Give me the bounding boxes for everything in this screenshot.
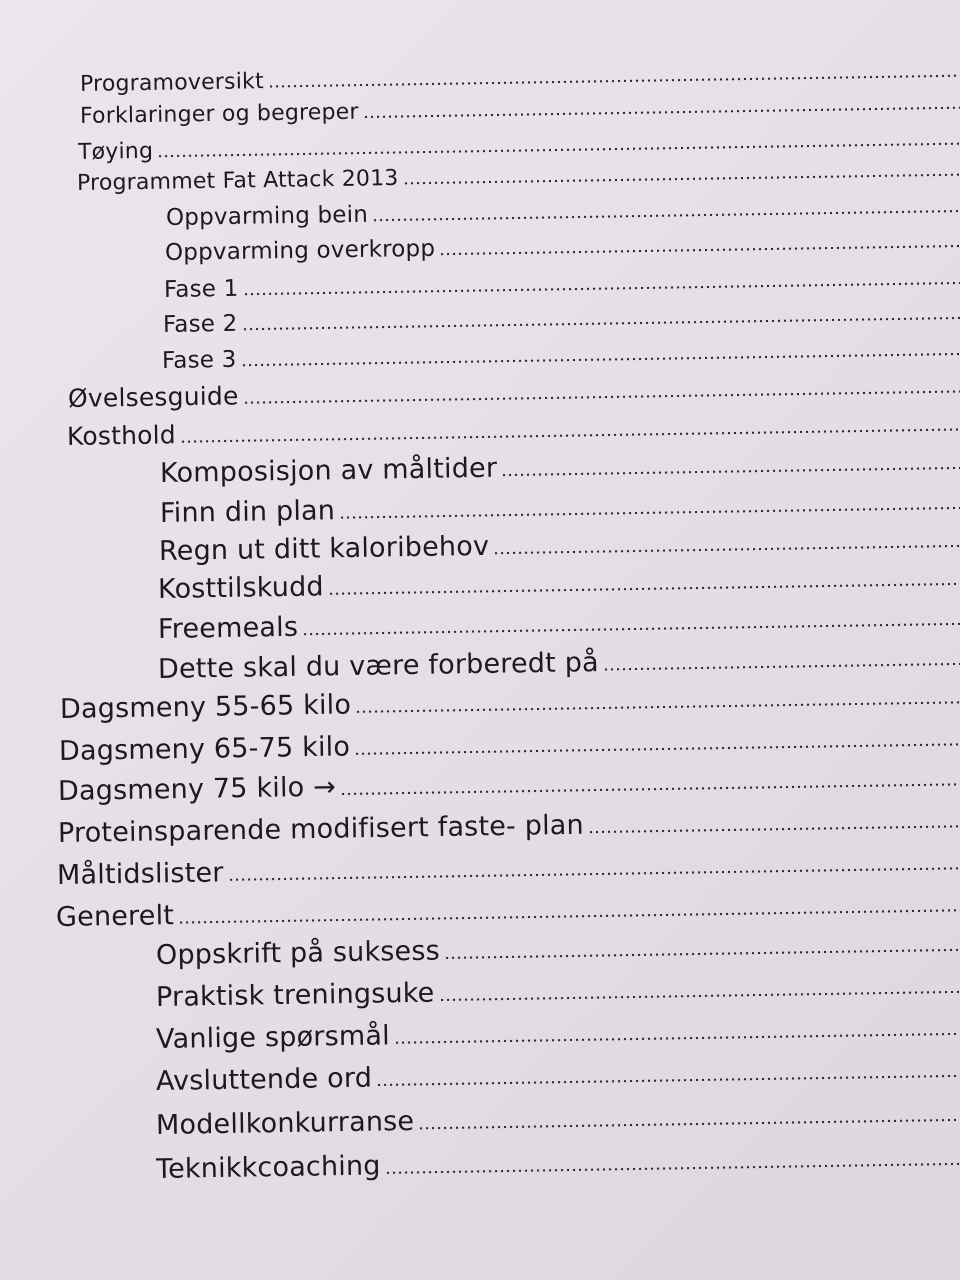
- dot-leader: [439, 245, 960, 256]
- toc-entry-label: Dagsmeny 55-65 kilo: [59, 689, 352, 725]
- toc-entry: [80, 90, 960, 129]
- toc-entry: [158, 641, 960, 685]
- toc-entry-label: Modellkonkurranse: [155, 1105, 415, 1141]
- toc-entry-label: Dagsmeny 65-75 kilo: [58, 731, 351, 767]
- toc-entry-label: Generelt: [55, 900, 175, 933]
- toc-entry: [156, 1053, 960, 1097]
- dot-leader: [243, 281, 960, 295]
- toc-entry-label: Regn ut ditt kaloribehov: [158, 530, 490, 567]
- dot-leader: [372, 210, 960, 222]
- toc-entry: [156, 1097, 960, 1141]
- toc-entry: [158, 601, 960, 645]
- toc-entry: [80, 58, 960, 97]
- toc-entry-label: Øvelsesguide: [67, 381, 239, 413]
- toc-entry-label: Oppskrift på suksess: [155, 935, 441, 971]
- toc-entry: [166, 193, 960, 231]
- toc-entry-label: Oppvarming overkropp: [164, 235, 436, 266]
- toc-entry: [156, 969, 960, 1013]
- toc-entry: [163, 299, 960, 338]
- dot-leader: [501, 466, 960, 476]
- toc-entry-label: Forklaringer og begreper: [79, 99, 359, 129]
- toc-entry: [160, 485, 960, 529]
- dot-leader: [178, 909, 960, 924]
- toc-entry: [156, 1011, 960, 1055]
- toc-entry: [160, 445, 960, 489]
- toc-entry-label: Tøying: [77, 138, 154, 165]
- toc-entry-label: Avsluttende ord: [155, 1062, 373, 1097]
- toc-entry-label: Kosthold: [66, 420, 177, 451]
- dot-leader: [241, 352, 960, 366]
- dot-leader: [376, 1074, 960, 1086]
- dot-leader: [302, 622, 960, 635]
- toc-entry: [164, 264, 960, 302]
- toc-entry-label: Programmet Fat Attack 2013: [76, 165, 399, 196]
- dot-leader: [363, 106, 960, 118]
- toc-entry: [68, 370, 960, 413]
- toc-entry-label: Vanlige spørsmål: [155, 1020, 391, 1055]
- toc-entry-label: Måltidslister: [56, 857, 224, 891]
- toc-entry: [159, 523, 960, 567]
- toc-entry-label: Proteinsparende modifisert faste- plan: [57, 809, 585, 849]
- toc-entry: [162, 335, 960, 374]
- dot-leader: [339, 506, 960, 519]
- dot-leader: [328, 582, 960, 595]
- toc-entry-label: Teknikkcoaching: [155, 1150, 381, 1185]
- toc-entry: [156, 927, 960, 971]
- dot-leader: [439, 990, 960, 1001]
- toc-entry-label: Freemeals: [157, 611, 299, 645]
- toc-entry-label: Dagsmeny 75 kilo →: [57, 771, 337, 807]
- toc-entry: [77, 157, 960, 196]
- dot-leader: [242, 316, 960, 330]
- toc-entry-label: Praktisk treningsuke: [155, 977, 435, 1013]
- dot-leader: [268, 74, 960, 88]
- toc-entry: [158, 561, 960, 605]
- dot-leader: [394, 1032, 960, 1044]
- dot-leader: [243, 390, 960, 404]
- toc-entry-label: Fase 1: [163, 275, 239, 303]
- dot-leader: [603, 662, 960, 671]
- dot-leader: [157, 142, 960, 158]
- toc-entry: [58, 762, 960, 807]
- toc-entry-label: Finn din plan: [159, 495, 336, 529]
- dot-leader: [418, 1118, 960, 1130]
- toc-entry-label: Kosttilskudd: [157, 571, 325, 605]
- toc-entry-label: Oppvarming bein: [165, 201, 369, 231]
- toc-entry: [57, 846, 960, 891]
- dot-leader: [180, 428, 960, 443]
- toc-entry-label: Fase 3: [161, 346, 237, 374]
- toc-entry: [59, 722, 960, 767]
- dot-leader: [493, 544, 960, 554]
- dot-leader: [354, 743, 960, 756]
- toc-entry: [67, 408, 960, 451]
- toc-entry: [58, 804, 960, 849]
- toc-entry: [60, 680, 960, 725]
- dot-leader: [355, 701, 960, 714]
- dot-leader: [403, 173, 960, 185]
- dot-leader: [444, 948, 960, 959]
- dot-leader: [588, 825, 960, 834]
- toc-entry: [165, 228, 960, 266]
- dot-leader: [385, 1162, 960, 1174]
- dot-leader: [340, 783, 960, 796]
- toc-entry-label: Dette skal du være forberedt på: [157, 647, 600, 685]
- toc-entry: [156, 1141, 960, 1185]
- toc-entry-label: Programoversikt: [79, 69, 265, 97]
- dot-leader: [228, 867, 960, 882]
- toc-entry: [56, 888, 960, 933]
- toc-entry-label: Fase 2: [162, 310, 238, 338]
- toc-entry-label: Komposisjon av måltider: [159, 452, 498, 489]
